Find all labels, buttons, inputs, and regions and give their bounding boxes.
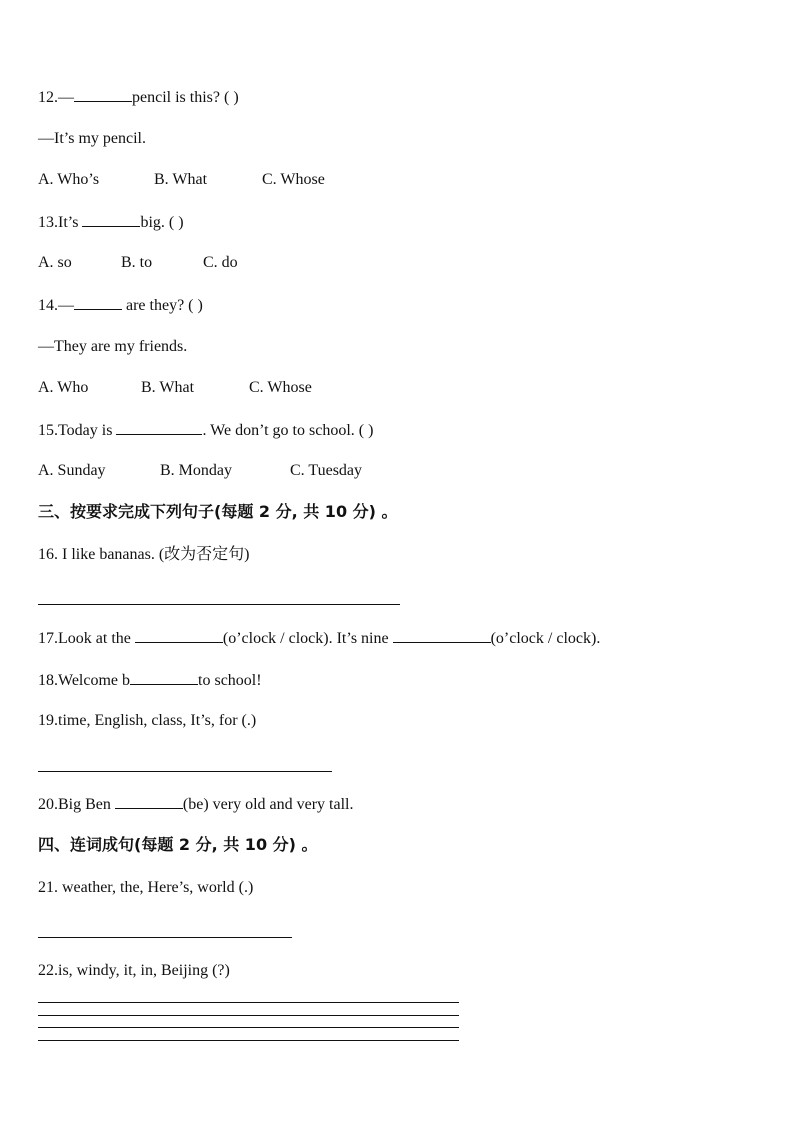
q14-answer: —They are my friends. [38,338,188,355]
question-20 [38,794,354,815]
option-c[interactable]: C. do [203,254,238,271]
question-19: 19.time, English, class, It’s, for (.) [38,712,257,729]
q12-text: pencil is this? ( ) [132,89,239,106]
q22-answer-line-1[interactable] [38,1002,459,1003]
question-21: 21. weather, the, Here’s, world (.) [38,879,254,896]
section-3-heading: 三、按要求完成下列句子(每题 2 分, 共 10 分) 。 [38,502,398,521]
q14-options [38,378,312,398]
q13-options [38,253,238,273]
q15-options [38,461,362,481]
q16-answer-line[interactable] [38,604,400,605]
q14-text: are they? ( ) [122,297,203,314]
q17-prefix: 17.Look at the [38,630,135,647]
option-b[interactable]: B. What [141,379,195,396]
q17-blank-1[interactable] [135,628,223,643]
question-13 [38,212,184,233]
option-a[interactable]: A. Sunday [38,462,106,479]
q19-answer-line[interactable] [38,771,332,772]
q14-blank[interactable] [74,295,122,310]
q22-answer-line-4[interactable] [38,1040,459,1041]
q17-text: (o’clock / clock). [490,630,601,647]
question-12 [38,87,239,108]
question-15 [38,420,373,441]
q12-blank[interactable] [74,87,132,102]
q20-prefix: 20.Big Ben [38,796,115,813]
q18-blank[interactable] [130,670,198,685]
q20-text: (be) very old and very tall. [182,796,354,813]
q13-prefix: 13.It’s [38,214,83,231]
option-a[interactable]: A. Who’s [38,171,100,188]
q12-answer: —It’s my pencil. [38,130,146,147]
q15-text: . We don’t go to school. ( ) [202,422,374,439]
option-b[interactable]: B. to [121,254,153,271]
q20-blank[interactable] [115,794,183,809]
question-16: 16. I like bananas. (改为否定句) [38,546,250,563]
question-17 [38,628,600,649]
q17-middle: (o’clock / clock). It’s nine [222,630,393,647]
option-a[interactable]: A. Who [38,379,89,396]
q12-prefix: 12.— [38,89,74,106]
q15-prefix: 15.Today is [38,422,117,439]
option-c[interactable]: C. Tuesday [290,462,363,479]
option-b[interactable]: B. Monday [160,462,232,479]
q14-prefix: 14.— [38,297,74,314]
q17-blank-2[interactable] [393,628,491,643]
q22-answer-line-2[interactable] [38,1015,459,1016]
section-4-heading: 四、连词成句(每题 2 分, 共 10 分) 。 [38,835,318,854]
q15-blank[interactable] [116,420,202,435]
option-c[interactable]: C. Whose [249,379,312,396]
option-c[interactable]: C. Whose [262,171,325,188]
q18-text: to school! [198,672,262,689]
q13-text: big. ( ) [140,214,184,231]
question-22: 22.is, windy, it, in, Beijing (?) [38,962,230,979]
q13-blank[interactable] [82,212,140,227]
q22-answer-line-3[interactable] [38,1027,459,1028]
q12-options [38,170,325,190]
question-18 [38,670,262,691]
q18-prefix: 18.Welcome b [38,672,131,689]
q21-answer-line[interactable] [38,937,292,938]
option-a[interactable]: A. so [38,254,72,271]
question-14 [38,295,203,316]
option-b[interactable]: B. What [154,171,208,188]
